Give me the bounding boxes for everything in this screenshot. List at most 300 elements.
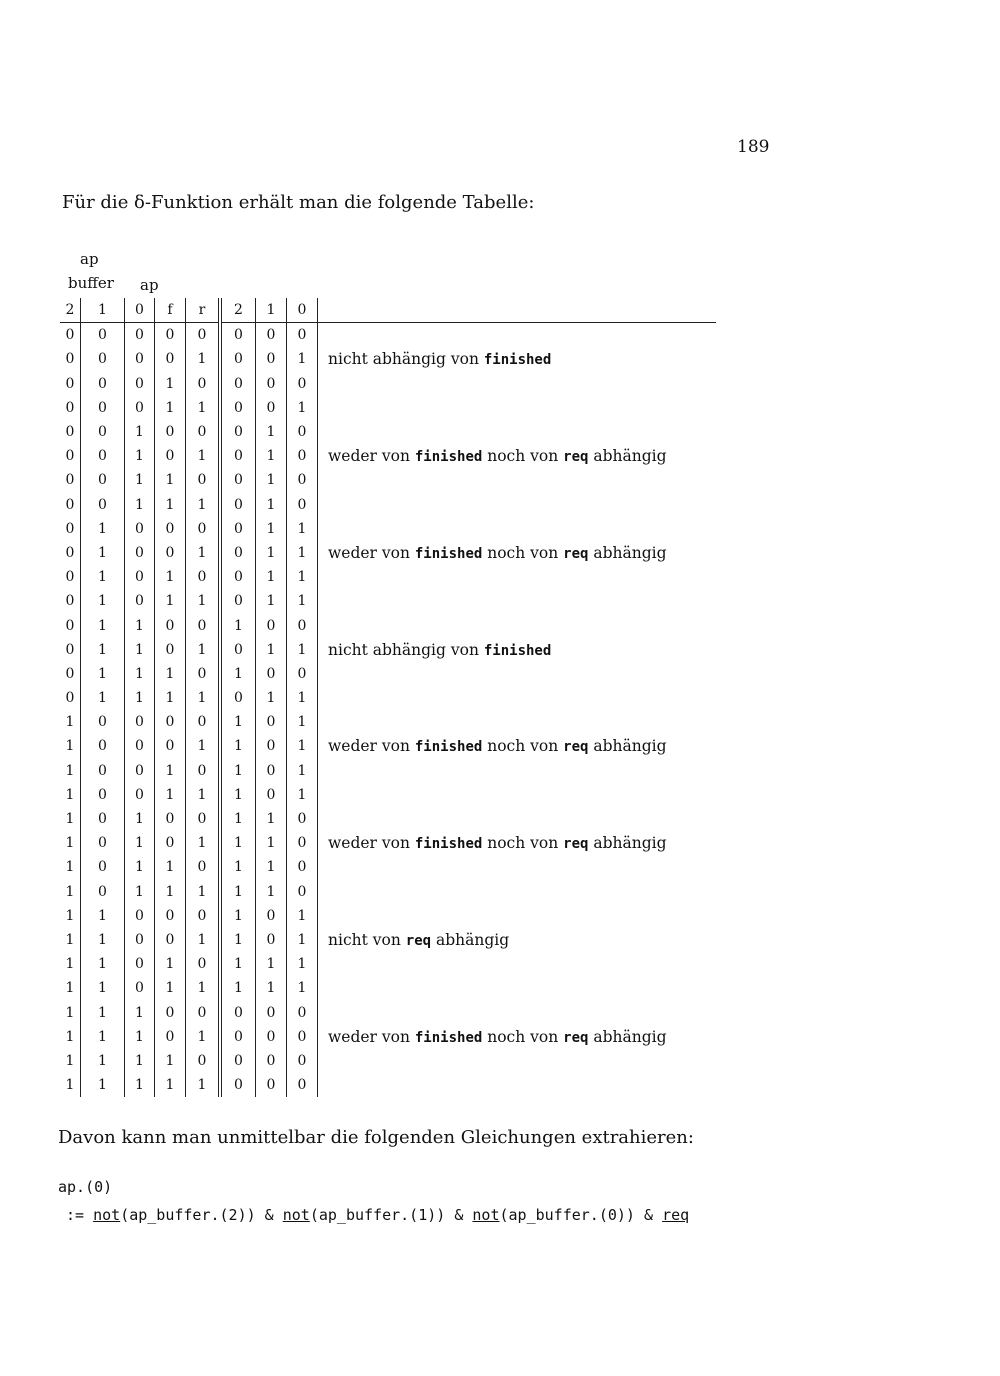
table-cell: 0	[125, 517, 155, 541]
davon-paragraph: Davon kann man unmittelbar die folgenden Gleichungen extrahieren:	[58, 1127, 694, 1148]
table-cell: 1	[186, 976, 221, 1000]
table-cell: 0	[81, 468, 125, 492]
signal-name: finished	[483, 352, 552, 369]
header-group-ap: ap	[80, 250, 99, 268]
table-cell: 1	[155, 468, 186, 492]
equation-rhs	[66, 1206, 689, 1224]
row-note	[318, 855, 717, 879]
table-cell: 0	[155, 1025, 186, 1049]
table-cell: 1	[125, 831, 155, 855]
row-note	[318, 444, 717, 468]
signal-name: req	[563, 1029, 589, 1046]
table-row	[60, 444, 716, 468]
table-cell: 1	[125, 807, 155, 831]
signal-name: finished	[414, 545, 483, 562]
table-row	[60, 1000, 716, 1024]
table-cell: 0	[220, 517, 256, 541]
table-cell: 0	[220, 1073, 256, 1097]
note-text: noch von	[482, 1027, 564, 1046]
table-cell: 0	[220, 1049, 256, 1073]
table-row	[60, 831, 716, 855]
table-cell: 0	[256, 1025, 287, 1049]
table-cell: 1	[287, 565, 318, 589]
table-cell: 1	[220, 904, 256, 928]
table-row	[60, 420, 716, 444]
table-cell: 0	[220, 468, 256, 492]
table-cell: 0	[155, 517, 186, 541]
table-cell: 0	[256, 734, 287, 758]
table-header-row	[60, 298, 716, 323]
table-cell: 1	[186, 831, 221, 855]
table-cell: 0	[220, 565, 256, 589]
equation-arg: (ap_buffer.(2)) &	[120, 1206, 283, 1224]
table-cell: 1	[186, 880, 221, 904]
table-row	[60, 904, 716, 928]
signal-name: finished	[414, 1029, 483, 1046]
table-cell: 1	[256, 686, 287, 710]
row-note	[318, 807, 717, 831]
table-cell: 1	[256, 589, 287, 613]
table-cell: 0	[155, 323, 186, 348]
table-cell: 0	[186, 1049, 221, 1073]
table-cell: 1	[60, 928, 81, 952]
signal-name: req	[563, 545, 589, 562]
table-cell: 1	[186, 541, 221, 565]
table-cell: 1	[287, 541, 318, 565]
column-header: 0	[287, 298, 318, 323]
table-cell: 0	[220, 347, 256, 371]
header-rule	[318, 298, 717, 323]
table-body	[60, 323, 716, 1098]
table-cell: 1	[155, 1049, 186, 1073]
note-text: abhängig	[588, 447, 667, 466]
table-cell: 0	[81, 347, 125, 371]
table-cell: 0	[60, 468, 81, 492]
table-cell: 0	[81, 807, 125, 831]
table-cell: 0	[287, 323, 318, 348]
table-cell: 1	[60, 1049, 81, 1073]
table-cell: 0	[81, 493, 125, 517]
table-cell: 1	[60, 1025, 81, 1049]
table-cell: 1	[186, 493, 221, 517]
table-cell: 0	[125, 759, 155, 783]
table-cell: 0	[220, 323, 256, 348]
table-cell: 1	[60, 783, 81, 807]
table-row	[60, 589, 716, 613]
row-note	[318, 928, 717, 952]
table-cell: 1	[287, 928, 318, 952]
note-text: weder von	[328, 1027, 415, 1046]
table-cell: 0	[155, 1000, 186, 1024]
table-cell: 1	[256, 541, 287, 565]
table-cell: 1	[287, 734, 318, 758]
row-note	[318, 323, 717, 348]
page-number: 189	[737, 137, 770, 157]
table-cell: 1	[287, 976, 318, 1000]
table-cell: 0	[155, 541, 186, 565]
table-cell: 0	[220, 1025, 256, 1049]
note-text: weder von	[328, 447, 415, 466]
table-cell: 0	[287, 493, 318, 517]
table-cell: 0	[256, 759, 287, 783]
table-cell: 1	[186, 686, 221, 710]
table-cell: 1	[81, 952, 125, 976]
table-cell: 1	[287, 783, 318, 807]
table-cell: 0	[220, 372, 256, 396]
column-header: 1	[81, 298, 125, 323]
table-cell: 0	[287, 1073, 318, 1097]
table-cell: 1	[256, 444, 287, 468]
table-cell: 0	[125, 347, 155, 371]
table-cell: 1	[287, 347, 318, 371]
note-text: abhängig	[588, 1027, 667, 1046]
table-cell: 0	[155, 710, 186, 734]
keyword-not: not	[472, 1206, 500, 1224]
table-cell: 0	[125, 323, 155, 348]
table-cell: 1	[155, 759, 186, 783]
table-cell: 0	[60, 444, 81, 468]
table-cell: 1	[287, 904, 318, 928]
row-note	[318, 783, 717, 807]
table-cell: 1	[186, 444, 221, 468]
column-header: f	[155, 298, 186, 323]
table-cell: 0	[125, 372, 155, 396]
table-cell: 1	[81, 565, 125, 589]
table-cell: 0	[287, 1049, 318, 1073]
note-text: noch von	[482, 737, 564, 756]
column-header: 0	[125, 298, 155, 323]
table-cell: 0	[186, 517, 221, 541]
table-cell: 0	[256, 613, 287, 637]
table-row	[60, 396, 716, 420]
equation-arg: (ap_buffer.(0)) &	[499, 1206, 663, 1224]
intro-paragraph: Für die δ-Funktion erhält man die folgende Tabelle:	[62, 192, 535, 213]
table-cell: 0	[256, 662, 287, 686]
table-cell: 1	[220, 976, 256, 1000]
column-header: 2	[220, 298, 256, 323]
table-cell: 0	[256, 1000, 287, 1024]
table-cell: 0	[81, 372, 125, 396]
row-note	[318, 565, 717, 589]
table-cell: 0	[220, 686, 256, 710]
table-cell: 1	[60, 976, 81, 1000]
table-cell: 1	[186, 1073, 221, 1097]
table-cell: 1	[256, 855, 287, 879]
table-row	[60, 710, 716, 734]
table-cell: 1	[220, 734, 256, 758]
table-cell: 0	[155, 904, 186, 928]
keyword-not: not	[93, 1206, 121, 1224]
table-cell: 1	[186, 734, 221, 758]
table-cell: 0	[186, 565, 221, 589]
delta-table-container	[60, 298, 716, 1097]
table-cell: 1	[220, 807, 256, 831]
note-text: weder von	[328, 834, 415, 853]
table-cell: 0	[60, 420, 81, 444]
note-text: nicht abhängig von	[328, 640, 484, 659]
table-cell: 1	[125, 444, 155, 468]
table-cell: 1	[186, 396, 221, 420]
table-cell: 1	[125, 686, 155, 710]
table-cell: 0	[60, 638, 81, 662]
table-cell: 0	[186, 420, 221, 444]
signal-name: req	[405, 932, 432, 949]
row-note	[318, 976, 717, 1000]
table-cell: 0	[287, 444, 318, 468]
table-cell: 1	[220, 710, 256, 734]
table-cell: 1	[125, 1049, 155, 1073]
table-cell: 0	[256, 347, 287, 371]
header-group-ap-output: ap	[140, 276, 159, 294]
table-row	[60, 493, 716, 517]
table-cell: 0	[60, 662, 81, 686]
table-cell: 0	[287, 662, 318, 686]
table-cell: 0	[81, 323, 125, 348]
table-cell: 0	[256, 904, 287, 928]
table-cell: 1	[81, 686, 125, 710]
table-cell: 1	[287, 589, 318, 613]
table-cell: 0	[60, 347, 81, 371]
note-text: abhängig	[588, 543, 667, 562]
table-cell: 0	[125, 783, 155, 807]
table-cell: 1	[155, 1073, 186, 1097]
table-row	[60, 347, 716, 371]
table-cell: 1	[125, 662, 155, 686]
table-cell: 0	[125, 952, 155, 976]
table-row	[60, 759, 716, 783]
table-cell: 0	[155, 734, 186, 758]
table-cell: 0	[256, 396, 287, 420]
row-note	[318, 710, 717, 734]
table-cell: 0	[256, 1049, 287, 1073]
table-row	[60, 783, 716, 807]
table-cell: 0	[60, 589, 81, 613]
table-cell: 0	[155, 613, 186, 637]
table-cell: 1	[155, 686, 186, 710]
note-text: nicht abhängig von	[328, 350, 484, 369]
table-cell: 0	[256, 372, 287, 396]
table-cell: 0	[220, 541, 256, 565]
table-cell: 0	[220, 638, 256, 662]
table-cell: 1	[81, 1049, 125, 1073]
table-cell: 0	[186, 904, 221, 928]
row-note	[318, 420, 717, 444]
row-note	[318, 759, 717, 783]
table-cell: 0	[125, 396, 155, 420]
table-cell: 0	[155, 347, 186, 371]
table-cell: 0	[155, 831, 186, 855]
table-row	[60, 662, 716, 686]
keyword-not: not	[282, 1206, 310, 1224]
row-note	[318, 1000, 717, 1024]
table-cell: 0	[81, 710, 125, 734]
table-cell: 0	[81, 855, 125, 879]
table-row	[60, 517, 716, 541]
table-cell: 0	[220, 444, 256, 468]
note-text: abhängig	[588, 834, 667, 853]
table-cell: 1	[287, 759, 318, 783]
table-cell: 1	[287, 638, 318, 662]
table-cell: 0	[60, 396, 81, 420]
table-cell: 1	[220, 928, 256, 952]
table-cell: 0	[287, 420, 318, 444]
table-cell: 1	[256, 638, 287, 662]
table-cell: 1	[60, 710, 81, 734]
row-note	[318, 638, 717, 662]
table-cell: 1	[287, 686, 318, 710]
row-note	[318, 686, 717, 710]
row-note	[318, 541, 717, 565]
table-cell: 1	[125, 638, 155, 662]
table-cell: 1	[81, 1073, 125, 1097]
table-cell: 1	[60, 880, 81, 904]
table-cell: 1	[155, 976, 186, 1000]
row-note	[318, 1049, 717, 1073]
table-row	[60, 372, 716, 396]
table-cell: 1	[256, 468, 287, 492]
table-cell: 0	[287, 1000, 318, 1024]
table-row	[60, 952, 716, 976]
table-cell: 1	[125, 420, 155, 444]
row-note	[318, 372, 717, 396]
table-cell: 0	[125, 904, 155, 928]
table-cell: 1	[125, 468, 155, 492]
table-cell: 1	[256, 976, 287, 1000]
table-cell: 0	[256, 323, 287, 348]
table-cell: 1	[81, 904, 125, 928]
table-cell: 1	[155, 372, 186, 396]
table-cell: 0	[60, 493, 81, 517]
table-cell: 0	[81, 420, 125, 444]
table-cell: 1	[186, 783, 221, 807]
signal-name: req	[563, 449, 589, 466]
table-cell: 0	[125, 710, 155, 734]
table-row	[60, 323, 716, 348]
table-cell: 1	[60, 952, 81, 976]
table-cell: 1	[155, 662, 186, 686]
table-cell: 0	[60, 372, 81, 396]
table-cell: 1	[220, 855, 256, 879]
table-cell: 1	[81, 1025, 125, 1049]
table-cell: 0	[186, 710, 221, 734]
table-cell: 0	[155, 444, 186, 468]
table-cell: 1	[155, 565, 186, 589]
table-cell: 0	[256, 1073, 287, 1097]
table-row	[60, 928, 716, 952]
table-cell: 0	[155, 928, 186, 952]
table-cell: 0	[125, 976, 155, 1000]
table-cell: 1	[125, 1073, 155, 1097]
row-note	[318, 1073, 717, 1097]
table-cell: 1	[155, 493, 186, 517]
table-cell: 1	[220, 662, 256, 686]
table-cell: 0	[60, 565, 81, 589]
table-cell: 0	[81, 444, 125, 468]
table-cell: 0	[256, 928, 287, 952]
table-cell: 1	[186, 347, 221, 371]
table-cell: 1	[60, 831, 81, 855]
table-cell: 0	[186, 468, 221, 492]
table-cell: 1	[155, 952, 186, 976]
table-cell: 0	[186, 613, 221, 637]
table-cell: 0	[287, 613, 318, 637]
note-text: weder von	[328, 543, 415, 562]
table-cell: 0	[287, 880, 318, 904]
table-cell: 0	[256, 710, 287, 734]
table-row	[60, 613, 716, 637]
row-note	[318, 468, 717, 492]
table-cell: 0	[81, 783, 125, 807]
table-row	[60, 541, 716, 565]
table-cell: 1	[220, 759, 256, 783]
row-note	[318, 662, 717, 686]
table-cell: 1	[60, 1000, 81, 1024]
table-cell: 1	[60, 855, 81, 879]
table-cell: 0	[155, 420, 186, 444]
row-note	[318, 734, 717, 758]
table-row	[60, 565, 716, 589]
note-text: noch von	[482, 543, 564, 562]
table-cell: 0	[287, 855, 318, 879]
note-text: abhängig	[431, 930, 510, 949]
equation-lhs: ap.(0)	[58, 1178, 113, 1196]
note-text: noch von	[482, 447, 564, 466]
equation-req: req	[662, 1206, 690, 1224]
table-cell: 0	[81, 831, 125, 855]
table-cell: 1	[60, 1073, 81, 1097]
signal-name: finished	[483, 642, 552, 659]
table-cell: 1	[81, 1000, 125, 1024]
table-row	[60, 976, 716, 1000]
row-note	[318, 1025, 717, 1049]
table-cell: 0	[81, 880, 125, 904]
signal-name: req	[563, 739, 589, 756]
row-note	[318, 904, 717, 928]
table-cell: 0	[186, 662, 221, 686]
table-cell: 0	[81, 759, 125, 783]
table-cell: 1	[256, 952, 287, 976]
table-cell: 0	[155, 638, 186, 662]
table-cell: 0	[220, 420, 256, 444]
table-cell: 0	[220, 396, 256, 420]
signal-name: finished	[414, 836, 483, 853]
table-cell: 1	[220, 880, 256, 904]
note-text: nicht von	[328, 930, 406, 949]
table-cell: 1	[60, 904, 81, 928]
table-cell: 0	[186, 323, 221, 348]
row-note	[318, 493, 717, 517]
table-cell: 0	[125, 589, 155, 613]
table-cell: 0	[155, 807, 186, 831]
table-cell: 1	[256, 831, 287, 855]
table-cell: 1	[125, 493, 155, 517]
table-cell: 0	[81, 396, 125, 420]
note-text: weder von	[328, 737, 415, 756]
table-cell: 0	[125, 734, 155, 758]
table-cell: 1	[125, 613, 155, 637]
table-cell: 1	[81, 613, 125, 637]
column-header: 1	[256, 298, 287, 323]
table-cell: 1	[256, 493, 287, 517]
signal-name: finished	[414, 739, 483, 756]
table-cell: 1	[256, 517, 287, 541]
table-cell: 1	[287, 710, 318, 734]
row-note	[318, 347, 717, 371]
table-cell: 1	[125, 855, 155, 879]
table-cell: 1	[155, 589, 186, 613]
table-cell: 1	[186, 638, 221, 662]
table-cell: 0	[125, 541, 155, 565]
